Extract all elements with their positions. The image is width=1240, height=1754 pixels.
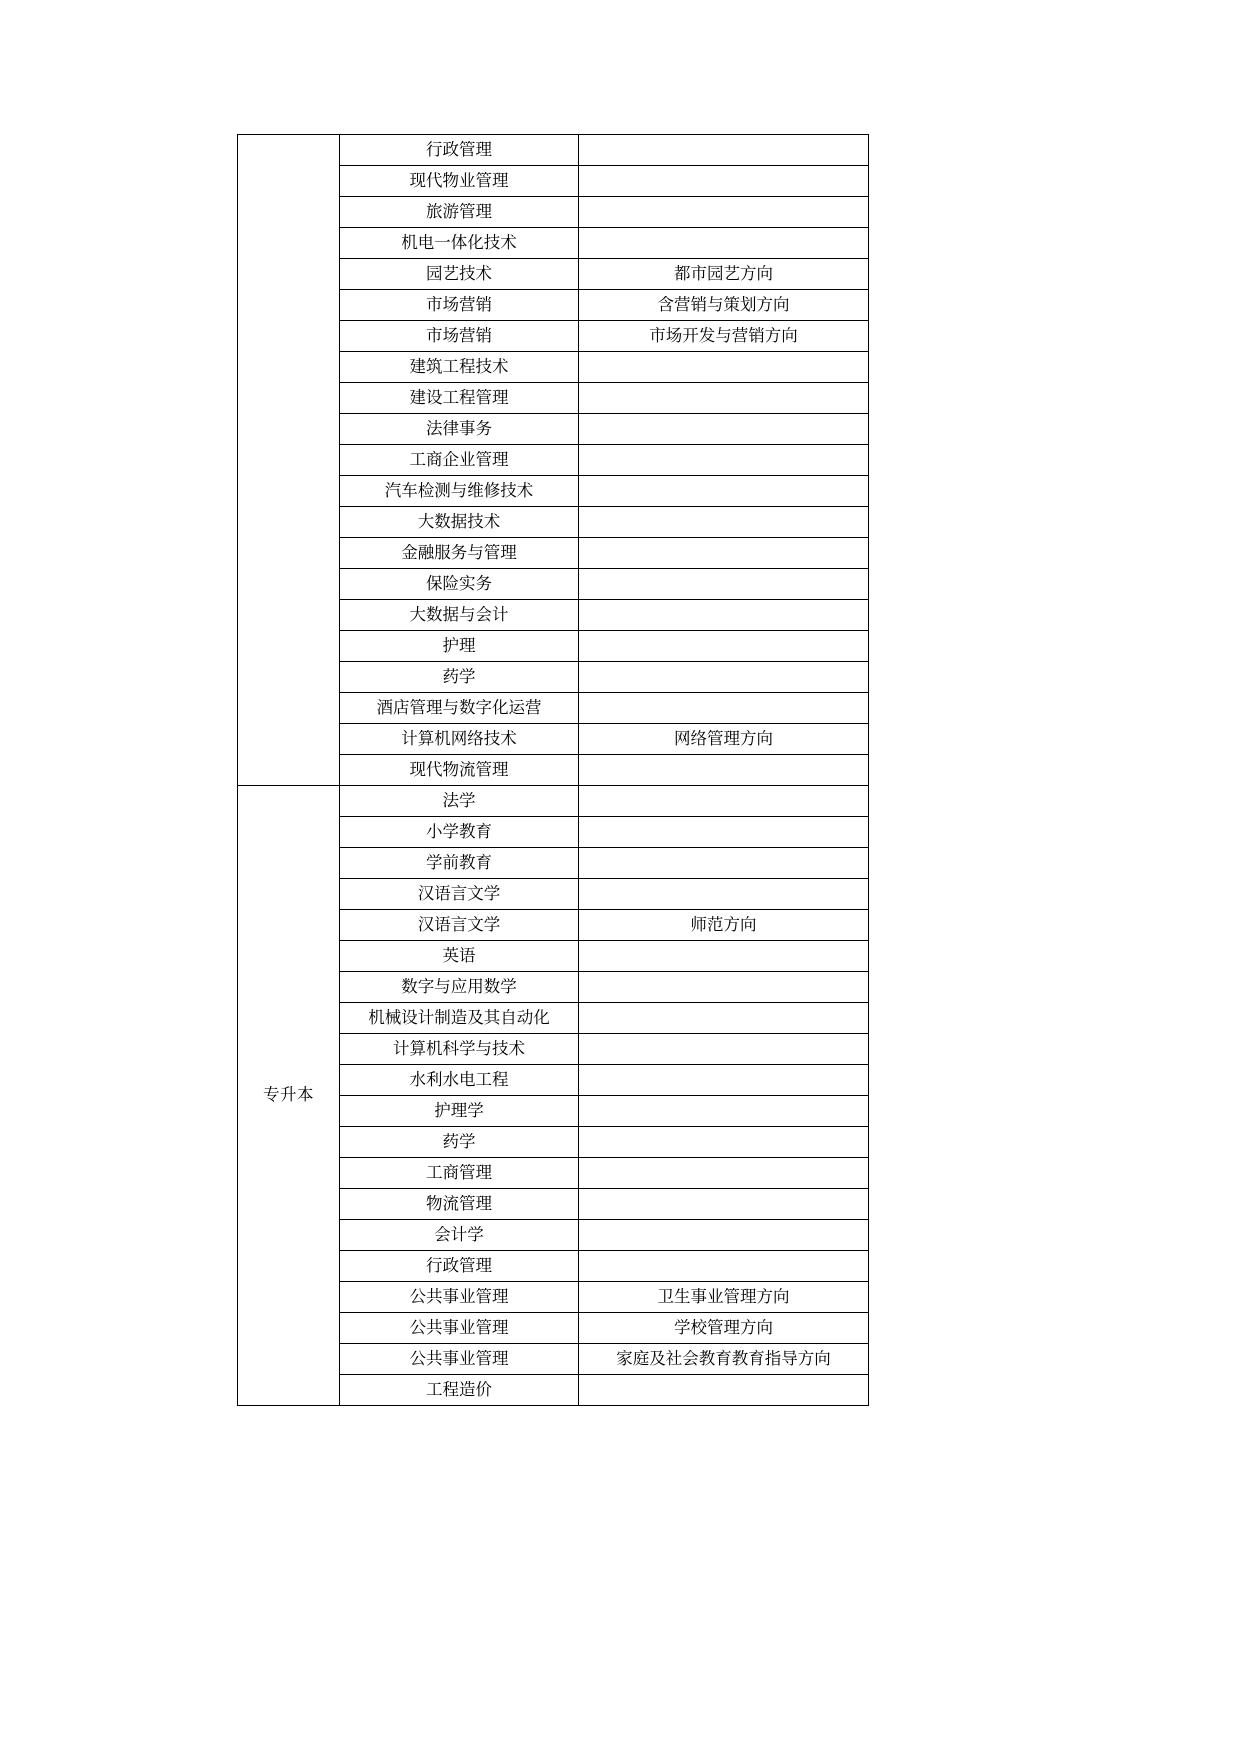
major-direction-cell [579, 1375, 869, 1406]
major-name-cell: 数字与应用数学 [340, 972, 579, 1003]
table-row [238, 135, 869, 166]
major-direction-cell [579, 755, 869, 786]
major-direction-cell [579, 693, 869, 724]
major-direction-cell: 市场开发与营销方向 [579, 321, 869, 352]
major-name-cell: 大数据与会计 [340, 600, 579, 631]
major-name-cell: 护理 [340, 631, 579, 662]
major-name-cell: 汉语言文学 [340, 910, 579, 941]
major-list-table [237, 134, 869, 1406]
major-name-cell: 行政管理 [340, 1251, 579, 1282]
major-direction-cell [579, 972, 869, 1003]
major-direction-cell [579, 197, 869, 228]
major-name-cell: 机械设计制造及其自动化 [340, 1003, 579, 1034]
major-direction-cell [579, 1251, 869, 1282]
major-name-cell: 英语 [340, 941, 579, 972]
table-body [238, 135, 869, 1406]
major-name-cell: 物流管理 [340, 1189, 579, 1220]
major-name-cell: 建设工程管理 [340, 383, 579, 414]
major-direction-cell: 卫生事业管理方向 [579, 1282, 869, 1313]
major-name-cell: 汽车检测与维修技术 [340, 476, 579, 507]
major-name-cell: 法律事务 [340, 414, 579, 445]
major-name-cell: 护理学 [340, 1096, 579, 1127]
major-direction-cell [579, 1065, 869, 1096]
major-name-cell: 药学 [340, 662, 579, 693]
major-direction-cell [579, 1158, 869, 1189]
major-direction-cell [579, 166, 869, 197]
major-name-cell: 水利水电工程 [340, 1065, 579, 1096]
major-direction-cell [579, 1220, 869, 1251]
major-direction-cell [579, 817, 869, 848]
major-direction-cell [579, 569, 869, 600]
major-direction-cell [579, 879, 869, 910]
major-name-cell: 旅游管理 [340, 197, 579, 228]
major-direction-cell [579, 1127, 869, 1158]
major-name-cell: 工程造价 [340, 1375, 579, 1406]
table-row [238, 786, 869, 817]
major-name-cell: 大数据技术 [340, 507, 579, 538]
major-name-cell: 药学 [340, 1127, 579, 1158]
major-name-cell: 行政管理 [340, 135, 579, 166]
major-direction-cell [579, 600, 869, 631]
major-direction-cell [579, 631, 869, 662]
major-name-cell: 计算机科学与技术 [340, 1034, 579, 1065]
major-direction-cell [579, 848, 869, 879]
major-direction-cell [579, 1034, 869, 1065]
level-cell [238, 135, 340, 786]
major-direction-cell [579, 1189, 869, 1220]
level-cell: 专升本 [238, 786, 340, 1406]
major-name-cell: 市场营销 [340, 321, 579, 352]
major-name-cell: 公共事业管理 [340, 1344, 579, 1375]
major-direction-cell [579, 941, 869, 972]
major-direction-cell [579, 445, 869, 476]
major-name-cell: 市场营销 [340, 290, 579, 321]
major-name-cell: 会计学 [340, 1220, 579, 1251]
major-direction-cell [579, 538, 869, 569]
major-direction-cell [579, 786, 869, 817]
table-container [237, 134, 868, 1406]
major-direction-cell: 网络管理方向 [579, 724, 869, 755]
major-direction-cell [579, 228, 869, 259]
major-name-cell: 现代物流管理 [340, 755, 579, 786]
major-direction-cell [579, 507, 869, 538]
major-direction-cell [579, 1003, 869, 1034]
major-direction-cell [579, 383, 869, 414]
major-name-cell: 汉语言文学 [340, 879, 579, 910]
major-name-cell: 法学 [340, 786, 579, 817]
major-name-cell: 工商管理 [340, 1158, 579, 1189]
major-name-cell: 现代物业管理 [340, 166, 579, 197]
major-name-cell: 金融服务与管理 [340, 538, 579, 569]
major-name-cell: 学前教育 [340, 848, 579, 879]
major-name-cell: 公共事业管理 [340, 1313, 579, 1344]
major-name-cell: 机电一体化技术 [340, 228, 579, 259]
major-direction-cell [579, 414, 869, 445]
major-name-cell: 园艺技术 [340, 259, 579, 290]
major-direction-cell [579, 352, 869, 383]
major-name-cell: 工商企业管理 [340, 445, 579, 476]
major-direction-cell: 家庭及社会教育教育指导方向 [579, 1344, 869, 1375]
major-direction-cell [579, 1096, 869, 1127]
major-name-cell: 小学教育 [340, 817, 579, 848]
major-name-cell: 保险实务 [340, 569, 579, 600]
major-direction-cell: 都市园艺方向 [579, 259, 869, 290]
major-direction-cell: 师范方向 [579, 910, 869, 941]
major-name-cell: 计算机网络技术 [340, 724, 579, 755]
major-name-cell: 公共事业管理 [340, 1282, 579, 1313]
major-direction-cell [579, 135, 869, 166]
major-direction-cell: 含营销与策划方向 [579, 290, 869, 321]
major-name-cell: 建筑工程技术 [340, 352, 579, 383]
major-direction-cell [579, 662, 869, 693]
major-direction-cell: 学校管理方向 [579, 1313, 869, 1344]
major-name-cell: 酒店管理与数字化运营 [340, 693, 579, 724]
major-direction-cell [579, 476, 869, 507]
